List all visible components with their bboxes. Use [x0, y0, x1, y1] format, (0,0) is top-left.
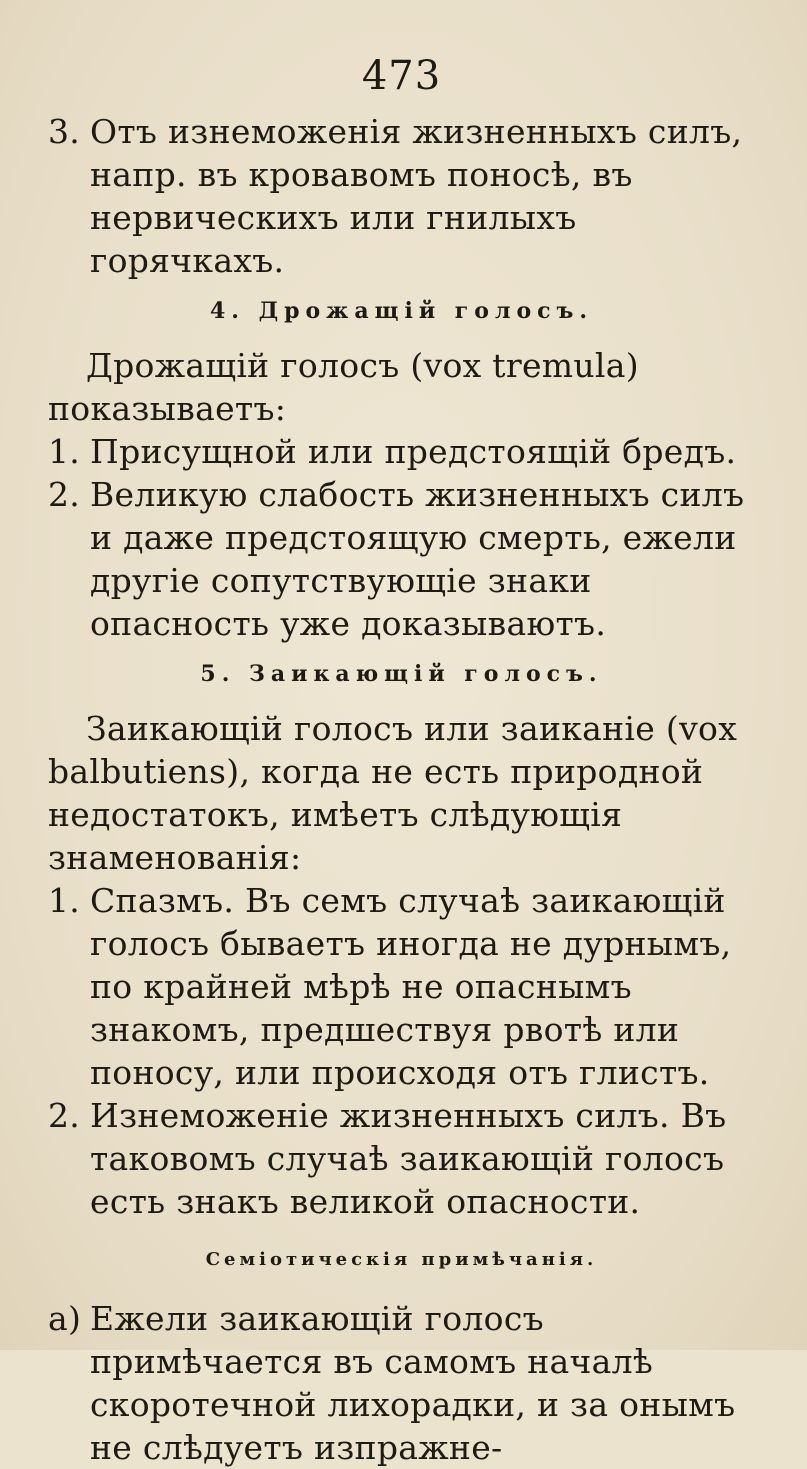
- item-number: 2.: [48, 475, 81, 514]
- item-text: Отъ изнеможенія жизненныхъ силъ, напр. въ кровавомъ поносѣ, въ нервическихъ или гнилыхъ горячкахъ.: [90, 112, 743, 280]
- list-item: [48, 430, 755, 473]
- section-heading-stammering-voice: 5. Заикающій голосъ.: [200, 661, 603, 687]
- item-text: Великую слабость жизненныхъ силъ и даже предстоящую смерть, ежели другіе сопутствующіе знаки опасность уже доказываютъ.: [90, 475, 745, 643]
- item-number: 1.: [48, 881, 81, 920]
- list-item-3: [48, 110, 755, 282]
- paragraph-trembling-intro: Дрожащій голосъ (vox tremula) показываетъ:: [48, 346, 639, 428]
- item-text: Присущной или предстоящій бредъ.: [90, 432, 737, 471]
- page-number: 473: [361, 53, 442, 99]
- item-number: 1.: [48, 432, 81, 471]
- item-text: Спазмъ. Въ семъ случаѣ заикающій голосъ бываетъ иногда не дурнымъ, по крайней мѣрѣ не опаснымъ знакомъ, предшествуя рвотѣ или поносу, или происходя отъ глистъ.: [90, 881, 732, 1092]
- list-item: [48, 1094, 755, 1223]
- remark-label: a): [48, 1299, 82, 1338]
- list-item: [48, 879, 755, 1094]
- item-number: 3.: [48, 112, 81, 151]
- remark-item: [48, 1297, 755, 1469]
- section-heading-remarks: Семіотическія примѣчанія.: [205, 1249, 598, 1270]
- paragraph-stammering-intro: Заикающій голосъ или заиканіе (vox balbutiens), когда не есть природной недостатокъ, имѣетъ слѣдующія знаменованія:: [48, 709, 738, 877]
- remark-text: Ежели заикающій голосъ примѣчается въ самомъ началѣ скоротечной лихорадки, и за онымъ не слѣдуетъ изпражне-: [90, 1299, 736, 1467]
- item-text: Изнеможеніе жизненныхъ силъ. Въ таковомъ случаѣ заикающій голосъ есть знакъ великой опасности.: [90, 1096, 727, 1221]
- section-heading-trembling-voice: 4. Дрожащій голосъ.: [209, 298, 594, 324]
- list-item: [48, 473, 755, 645]
- item-number: 2.: [48, 1096, 81, 1135]
